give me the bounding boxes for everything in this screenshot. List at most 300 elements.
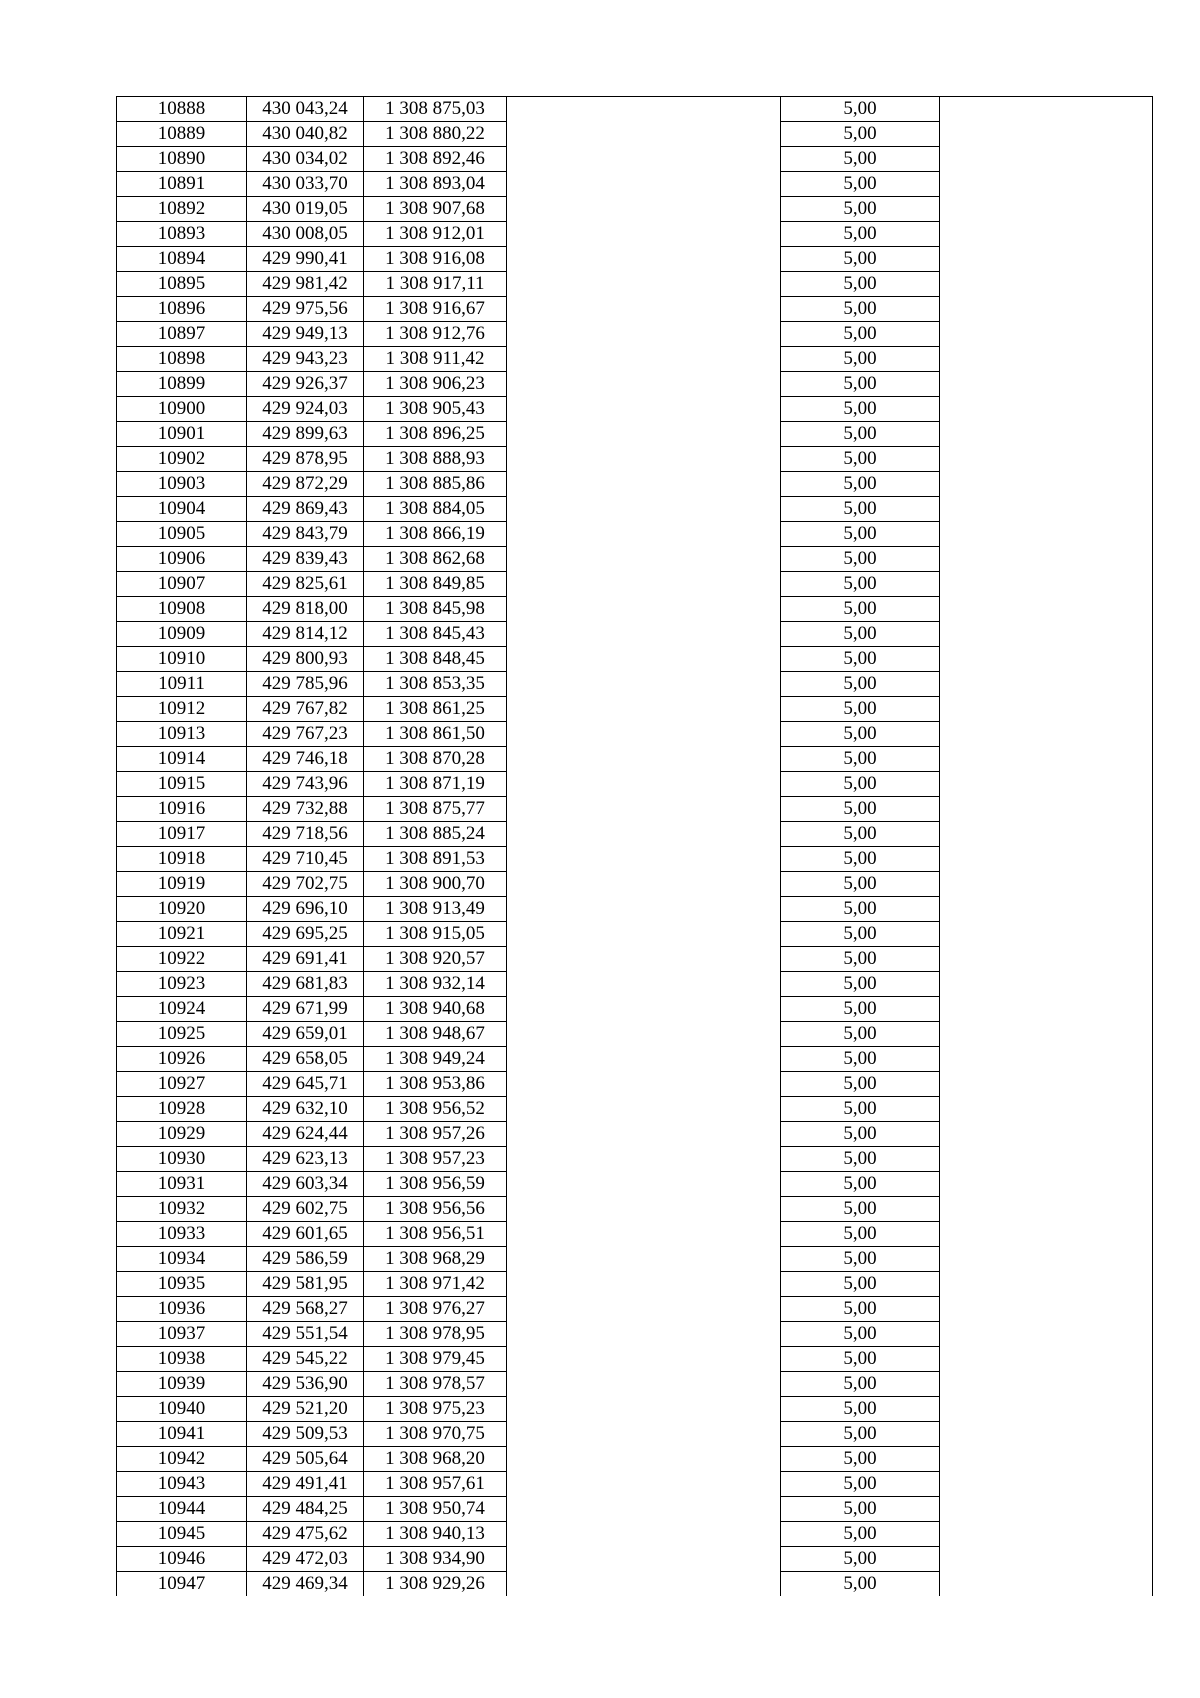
empty-cell (940, 1447, 1153, 1472)
empty-cell (507, 222, 781, 247)
empty-cell (507, 1522, 781, 1547)
empty-cell (507, 672, 781, 697)
table-row (117, 1297, 1153, 1322)
table-row (117, 872, 1153, 897)
point-number-cell: 10923 (117, 972, 247, 997)
value-cell: 5,00 (781, 697, 940, 722)
y-coordinate-cell: 1 308 885,86 (364, 472, 507, 497)
empty-cell (507, 347, 781, 372)
value-cell: 5,00 (781, 172, 940, 197)
y-coordinate-cell: 1 308 956,56 (364, 1197, 507, 1222)
y-coordinate-cell: 1 308 968,29 (364, 1247, 507, 1272)
empty-cell (940, 122, 1153, 147)
value-cell: 5,00 (781, 372, 940, 397)
empty-cell (507, 872, 781, 897)
table-row (117, 272, 1153, 297)
x-coordinate-cell: 429 568,27 (247, 1297, 364, 1322)
value-cell: 5,00 (781, 1247, 940, 1272)
x-coordinate-cell: 429 825,61 (247, 572, 364, 597)
empty-cell (940, 247, 1153, 272)
empty-cell (507, 472, 781, 497)
empty-cell (507, 972, 781, 997)
empty-cell (507, 397, 781, 422)
empty-cell (940, 1247, 1153, 1272)
point-number-cell: 10917 (117, 822, 247, 847)
empty-cell (507, 647, 781, 672)
empty-cell (940, 447, 1153, 472)
empty-cell (507, 1272, 781, 1297)
point-number-cell: 10927 (117, 1072, 247, 1097)
empty-cell (940, 97, 1153, 122)
empty-cell (507, 1147, 781, 1172)
point-number-cell: 10926 (117, 1047, 247, 1072)
table-row (117, 622, 1153, 647)
point-number-cell: 10941 (117, 1422, 247, 1447)
value-cell: 5,00 (781, 1097, 940, 1122)
table-row (117, 1022, 1153, 1047)
x-coordinate-cell: 429 800,93 (247, 647, 364, 672)
point-number-cell: 10912 (117, 697, 247, 722)
empty-cell (940, 947, 1153, 972)
value-cell: 5,00 (781, 1372, 940, 1397)
point-number-cell: 10918 (117, 847, 247, 872)
y-coordinate-cell: 1 308 915,05 (364, 922, 507, 947)
empty-cell (940, 1497, 1153, 1522)
x-coordinate-cell: 430 019,05 (247, 197, 364, 222)
y-coordinate-cell: 1 308 913,49 (364, 897, 507, 922)
x-coordinate-cell: 429 814,12 (247, 622, 364, 647)
x-coordinate-cell: 429 746,18 (247, 747, 364, 772)
point-number-cell: 10891 (117, 172, 247, 197)
empty-cell (940, 697, 1153, 722)
empty-cell (940, 622, 1153, 647)
value-cell: 5,00 (781, 597, 940, 622)
x-coordinate-cell: 429 658,05 (247, 1047, 364, 1072)
x-coordinate-cell: 429 484,25 (247, 1497, 364, 1522)
x-coordinate-cell: 429 645,71 (247, 1072, 364, 1097)
empty-cell (940, 672, 1153, 697)
y-coordinate-cell: 1 308 853,35 (364, 672, 507, 697)
y-coordinate-cell: 1 308 917,11 (364, 272, 507, 297)
point-number-cell: 10945 (117, 1522, 247, 1547)
point-number-cell: 10930 (117, 1147, 247, 1172)
value-cell: 5,00 (781, 947, 940, 972)
x-coordinate-cell: 429 632,10 (247, 1097, 364, 1122)
empty-cell (940, 572, 1153, 597)
table-row (117, 372, 1153, 397)
empty-cell (940, 422, 1153, 447)
y-coordinate-cell: 1 308 880,22 (364, 122, 507, 147)
empty-cell (940, 397, 1153, 422)
value-cell: 5,00 (781, 147, 940, 172)
table-row (117, 222, 1153, 247)
point-number-cell: 10935 (117, 1272, 247, 1297)
y-coordinate-cell: 1 308 920,57 (364, 947, 507, 972)
table-row (117, 697, 1153, 722)
x-coordinate-cell: 429 602,75 (247, 1197, 364, 1222)
table-row (117, 647, 1153, 672)
y-coordinate-cell: 1 308 916,08 (364, 247, 507, 272)
point-number-cell: 10900 (117, 397, 247, 422)
empty-cell (940, 272, 1153, 297)
empty-cell (940, 1047, 1153, 1072)
y-coordinate-cell: 1 308 950,74 (364, 1497, 507, 1522)
value-cell: 5,00 (781, 672, 940, 697)
y-coordinate-cell: 1 308 845,98 (364, 597, 507, 622)
x-coordinate-cell: 429 469,34 (247, 1572, 364, 1597)
empty-cell (507, 97, 781, 122)
empty-cell (507, 1447, 781, 1472)
point-number-cell: 10931 (117, 1172, 247, 1197)
empty-cell (507, 1372, 781, 1397)
table-row (117, 1222, 1153, 1247)
point-number-cell: 10888 (117, 97, 247, 122)
table-row (117, 447, 1153, 472)
point-number-cell: 10929 (117, 1122, 247, 1147)
empty-cell (940, 1222, 1153, 1247)
empty-cell (940, 1422, 1153, 1447)
table-row (117, 547, 1153, 572)
empty-cell (940, 147, 1153, 172)
empty-cell (507, 772, 781, 797)
point-number-cell: 10910 (117, 647, 247, 672)
y-coordinate-cell: 1 308 968,20 (364, 1447, 507, 1472)
empty-cell (940, 222, 1153, 247)
x-coordinate-cell: 429 702,75 (247, 872, 364, 897)
x-coordinate-cell: 429 586,59 (247, 1247, 364, 1272)
empty-cell (940, 1372, 1153, 1397)
point-number-cell: 10933 (117, 1222, 247, 1247)
table-row (117, 1572, 1153, 1597)
point-number-cell: 10909 (117, 622, 247, 647)
x-coordinate-cell: 429 975,56 (247, 297, 364, 322)
empty-cell (940, 1097, 1153, 1122)
value-cell: 5,00 (781, 747, 940, 772)
value-cell: 5,00 (781, 1472, 940, 1497)
empty-cell (940, 1472, 1153, 1497)
value-cell: 5,00 (781, 797, 940, 822)
point-number-cell: 10937 (117, 1322, 247, 1347)
value-cell: 5,00 (781, 1497, 940, 1522)
x-coordinate-cell: 429 691,41 (247, 947, 364, 972)
table-row (117, 822, 1153, 847)
empty-cell (507, 1422, 781, 1447)
point-number-cell: 10943 (117, 1472, 247, 1497)
y-coordinate-cell: 1 308 891,53 (364, 847, 507, 872)
empty-cell (507, 722, 781, 747)
y-coordinate-cell: 1 308 971,42 (364, 1272, 507, 1297)
value-cell: 5,00 (781, 1222, 940, 1247)
empty-cell (940, 1322, 1153, 1347)
table-row (117, 772, 1153, 797)
y-coordinate-cell: 1 308 957,23 (364, 1147, 507, 1172)
table-row (117, 1397, 1153, 1422)
table-row (117, 497, 1153, 522)
empty-cell (940, 997, 1153, 1022)
x-coordinate-cell: 429 718,56 (247, 822, 364, 847)
empty-cell (507, 147, 781, 172)
x-coordinate-cell: 429 818,00 (247, 597, 364, 622)
value-cell: 5,00 (781, 922, 940, 947)
empty-cell (507, 1547, 781, 1572)
table-row (117, 1522, 1153, 1547)
table-row (117, 897, 1153, 922)
point-number-cell: 10911 (117, 672, 247, 697)
empty-cell (940, 747, 1153, 772)
table-row (117, 997, 1153, 1022)
y-coordinate-cell: 1 308 978,95 (364, 1322, 507, 1347)
value-cell: 5,00 (781, 97, 940, 122)
point-number-cell: 10899 (117, 372, 247, 397)
empty-cell (507, 897, 781, 922)
empty-cell (940, 1122, 1153, 1147)
point-number-cell: 10920 (117, 897, 247, 922)
empty-cell (507, 1222, 781, 1247)
value-cell: 5,00 (781, 122, 940, 147)
table-row (117, 1047, 1153, 1072)
empty-cell (507, 422, 781, 447)
y-coordinate-cell: 1 308 875,77 (364, 797, 507, 822)
empty-cell (507, 1022, 781, 1047)
x-coordinate-cell: 429 981,42 (247, 272, 364, 297)
empty-cell (507, 1397, 781, 1422)
x-coordinate-cell: 429 710,45 (247, 847, 364, 872)
empty-cell (507, 1497, 781, 1522)
y-coordinate-cell: 1 308 900,70 (364, 872, 507, 897)
x-coordinate-cell: 429 491,41 (247, 1472, 364, 1497)
y-coordinate-cell: 1 308 861,50 (364, 722, 507, 747)
empty-cell (507, 697, 781, 722)
x-coordinate-cell: 429 681,83 (247, 972, 364, 997)
empty-cell (940, 822, 1153, 847)
empty-cell (507, 497, 781, 522)
x-coordinate-cell: 429 785,96 (247, 672, 364, 697)
y-coordinate-cell: 1 308 862,68 (364, 547, 507, 572)
empty-cell (940, 1172, 1153, 1197)
y-coordinate-cell: 1 308 957,26 (364, 1122, 507, 1147)
point-number-cell: 10889 (117, 122, 247, 147)
empty-cell (940, 872, 1153, 897)
point-number-cell: 10916 (117, 797, 247, 822)
value-cell: 5,00 (781, 1347, 940, 1372)
table-row (117, 722, 1153, 747)
table-row (117, 1197, 1153, 1222)
value-cell: 5,00 (781, 1022, 940, 1047)
empty-cell (507, 1472, 781, 1497)
empty-cell (507, 747, 781, 772)
point-number-cell: 10893 (117, 222, 247, 247)
value-cell: 5,00 (781, 197, 940, 222)
table-row (117, 972, 1153, 997)
x-coordinate-cell: 429 767,82 (247, 697, 364, 722)
table-row (117, 172, 1153, 197)
y-coordinate-cell: 1 308 885,24 (364, 822, 507, 847)
x-coordinate-cell: 429 878,95 (247, 447, 364, 472)
point-number-cell: 10897 (117, 322, 247, 347)
empty-cell (940, 1347, 1153, 1372)
point-number-cell: 10947 (117, 1572, 247, 1597)
table-row (117, 122, 1153, 147)
value-cell: 5,00 (781, 1447, 940, 1472)
y-coordinate-cell: 1 308 932,14 (364, 972, 507, 997)
y-coordinate-cell: 1 308 896,25 (364, 422, 507, 447)
empty-cell (940, 897, 1153, 922)
point-number-cell: 10924 (117, 997, 247, 1022)
y-coordinate-cell: 1 308 907,68 (364, 197, 507, 222)
table-row (117, 922, 1153, 947)
empty-cell (940, 1547, 1153, 1572)
value-cell: 5,00 (781, 247, 940, 272)
empty-cell (940, 797, 1153, 822)
empty-cell (940, 1297, 1153, 1322)
value-cell: 5,00 (781, 647, 940, 672)
table-row (117, 797, 1153, 822)
table-row (117, 597, 1153, 622)
empty-cell (507, 447, 781, 472)
table-row (117, 1147, 1153, 1172)
value-cell: 5,00 (781, 1147, 940, 1172)
empty-cell (940, 497, 1153, 522)
y-coordinate-cell: 1 308 978,57 (364, 1372, 507, 1397)
empty-cell (507, 547, 781, 572)
y-coordinate-cell: 1 308 976,27 (364, 1297, 507, 1322)
y-coordinate-cell: 1 308 953,86 (364, 1072, 507, 1097)
table-row (117, 322, 1153, 347)
value-cell: 5,00 (781, 1422, 940, 1447)
value-cell: 5,00 (781, 1272, 940, 1297)
value-cell: 5,00 (781, 1297, 940, 1322)
value-cell: 5,00 (781, 822, 940, 847)
table-row (117, 672, 1153, 697)
point-number-cell: 10896 (117, 297, 247, 322)
table-row (117, 947, 1153, 972)
empty-cell (940, 922, 1153, 947)
empty-cell (507, 572, 781, 597)
point-number-cell: 10895 (117, 272, 247, 297)
empty-cell (507, 622, 781, 647)
point-number-cell: 10898 (117, 347, 247, 372)
value-cell: 5,00 (781, 1047, 940, 1072)
value-cell: 5,00 (781, 1522, 940, 1547)
x-coordinate-cell: 429 839,43 (247, 547, 364, 572)
point-number-cell: 10939 (117, 1372, 247, 1397)
y-coordinate-cell: 1 308 912,01 (364, 222, 507, 247)
x-coordinate-cell: 429 623,13 (247, 1147, 364, 1172)
table-row (117, 847, 1153, 872)
value-cell: 5,00 (781, 1547, 940, 1572)
point-number-cell: 10890 (117, 147, 247, 172)
empty-cell (507, 172, 781, 197)
point-number-cell: 10919 (117, 872, 247, 897)
empty-cell (940, 1522, 1153, 1547)
empty-cell (507, 1172, 781, 1197)
empty-cell (507, 1197, 781, 1222)
value-cell: 5,00 (781, 322, 940, 347)
x-coordinate-cell: 429 551,54 (247, 1322, 364, 1347)
table-row (117, 1072, 1153, 1097)
empty-cell (507, 122, 781, 147)
y-coordinate-cell: 1 308 916,67 (364, 297, 507, 322)
empty-cell (940, 372, 1153, 397)
table-row (117, 347, 1153, 372)
value-cell: 5,00 (781, 522, 940, 547)
point-number-cell: 10928 (117, 1097, 247, 1122)
x-coordinate-cell: 430 040,82 (247, 122, 364, 147)
x-coordinate-cell: 429 949,13 (247, 322, 364, 347)
point-number-cell: 10906 (117, 547, 247, 572)
table-row (117, 1422, 1153, 1447)
x-coordinate-cell: 430 033,70 (247, 172, 364, 197)
value-cell: 5,00 (781, 972, 940, 997)
x-coordinate-cell: 429 869,43 (247, 497, 364, 522)
point-number-cell: 10932 (117, 1197, 247, 1222)
value-cell: 5,00 (781, 1122, 940, 1147)
coordinates-table (116, 96, 1153, 1596)
x-coordinate-cell: 429 509,53 (247, 1422, 364, 1447)
table-row (117, 247, 1153, 272)
value-cell: 5,00 (781, 722, 940, 747)
empty-cell (940, 1272, 1153, 1297)
empty-cell (940, 1147, 1153, 1172)
point-number-cell: 10915 (117, 772, 247, 797)
value-cell: 5,00 (781, 222, 940, 247)
x-coordinate-cell: 429 990,41 (247, 247, 364, 272)
empty-cell (940, 1022, 1153, 1047)
x-coordinate-cell: 429 732,88 (247, 797, 364, 822)
value-cell: 5,00 (781, 1172, 940, 1197)
empty-cell (940, 472, 1153, 497)
table-row (117, 1472, 1153, 1497)
table-row (117, 522, 1153, 547)
table-row (117, 1347, 1153, 1372)
point-number-cell: 10892 (117, 197, 247, 222)
table-row (117, 472, 1153, 497)
y-coordinate-cell: 1 308 861,25 (364, 697, 507, 722)
empty-cell (507, 322, 781, 347)
empty-cell (507, 1072, 781, 1097)
y-coordinate-cell: 1 308 892,46 (364, 147, 507, 172)
x-coordinate-cell: 429 767,23 (247, 722, 364, 747)
empty-cell (507, 272, 781, 297)
table-row (117, 1372, 1153, 1397)
empty-cell (507, 372, 781, 397)
empty-cell (940, 1072, 1153, 1097)
y-coordinate-cell: 1 308 956,52 (364, 1097, 507, 1122)
x-coordinate-cell: 429 696,10 (247, 897, 364, 922)
empty-cell (507, 297, 781, 322)
x-coordinate-cell: 429 943,23 (247, 347, 364, 372)
table-row (117, 297, 1153, 322)
empty-cell (507, 522, 781, 547)
empty-cell (507, 1047, 781, 1072)
x-coordinate-cell: 430 008,05 (247, 222, 364, 247)
y-coordinate-cell: 1 308 911,42 (364, 347, 507, 372)
x-coordinate-cell: 429 581,95 (247, 1272, 364, 1297)
y-coordinate-cell: 1 308 875,03 (364, 97, 507, 122)
y-coordinate-cell: 1 308 957,61 (364, 1472, 507, 1497)
empty-cell (940, 322, 1153, 347)
x-coordinate-cell: 429 899,63 (247, 422, 364, 447)
y-coordinate-cell: 1 308 845,43 (364, 622, 507, 647)
point-number-cell: 10938 (117, 1347, 247, 1372)
x-coordinate-cell: 429 743,96 (247, 772, 364, 797)
y-coordinate-cell: 1 308 956,51 (364, 1222, 507, 1247)
point-number-cell: 10914 (117, 747, 247, 772)
value-cell: 5,00 (781, 497, 940, 522)
empty-cell (940, 522, 1153, 547)
value-cell: 5,00 (781, 897, 940, 922)
y-coordinate-cell: 1 308 970,75 (364, 1422, 507, 1447)
